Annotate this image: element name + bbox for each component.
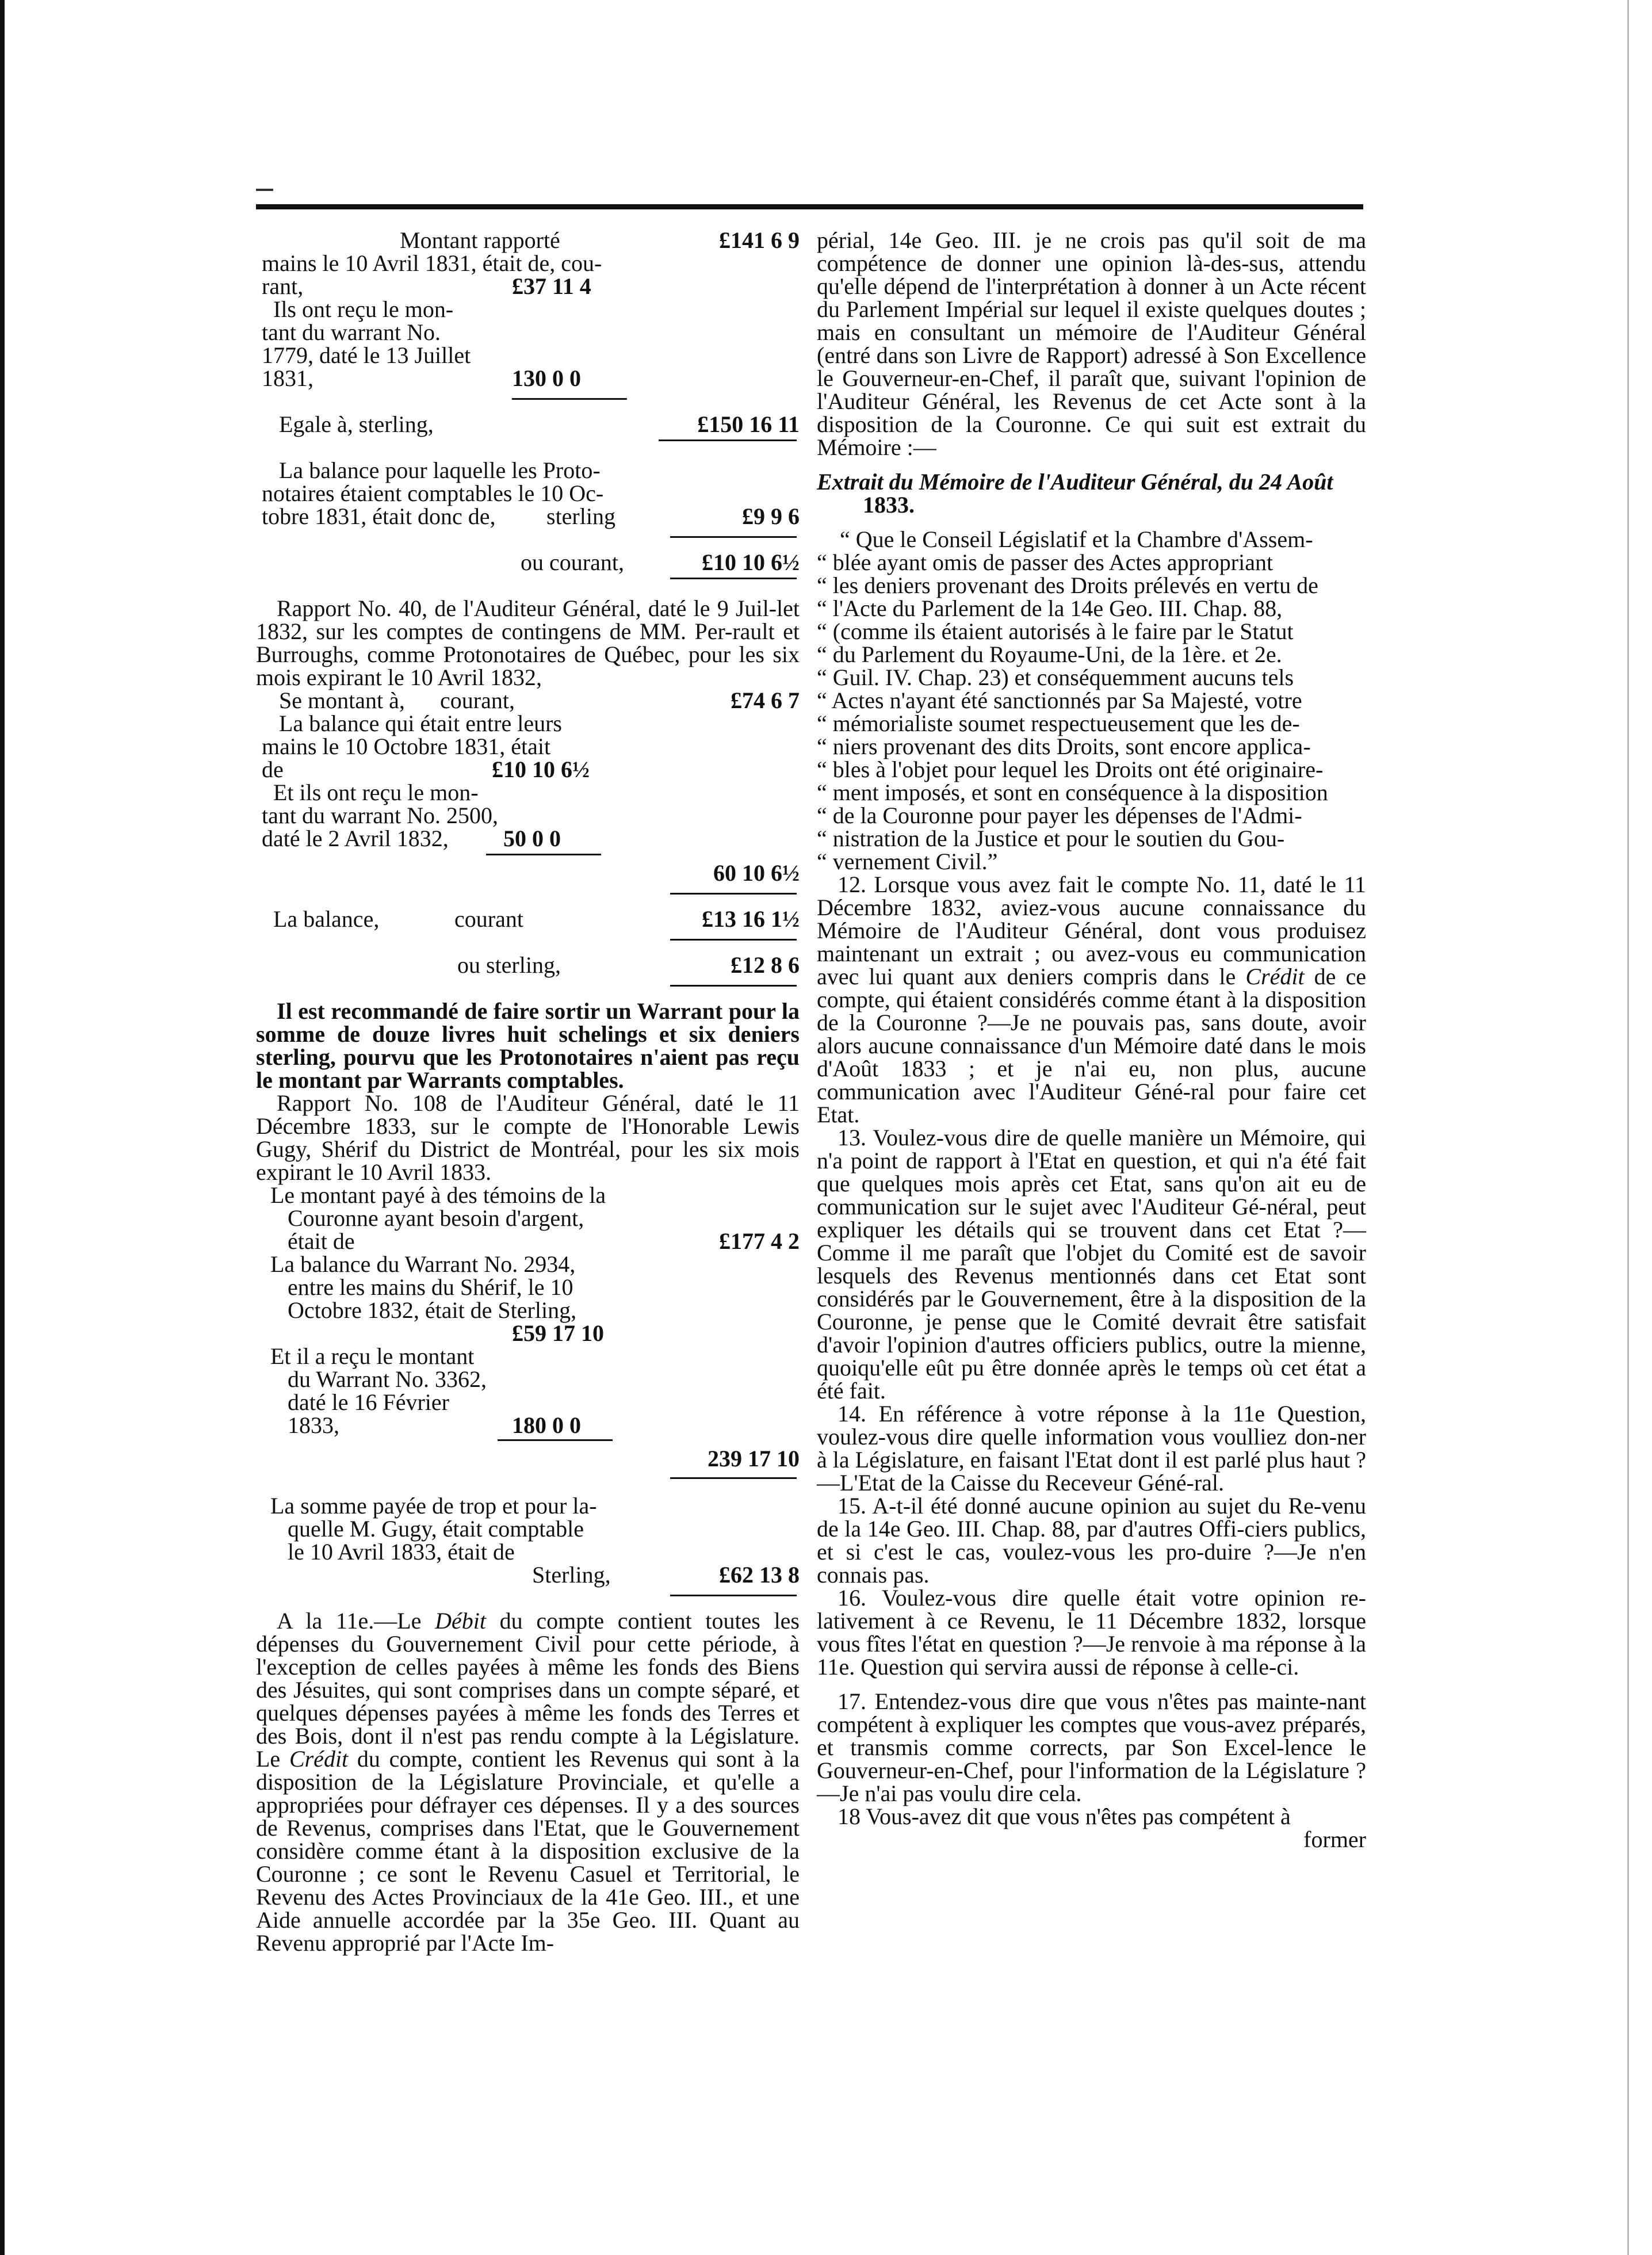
quote-line: “ du Parlement du Royaume-Uni, de la 1ère. et 2e. <box>817 641 1282 667</box>
ledger-label: daté le 2 Avril 1832, <box>262 825 449 851</box>
answer-paragraph <box>256 1610 800 1955</box>
ledger-label: Et il a reçu le montant <box>270 1343 475 1369</box>
header-rule <box>256 204 1363 209</box>
answer-italic: Débit <box>435 1608 486 1634</box>
ledger-line <box>256 1518 800 1541</box>
ledger-label: tant du warrant No. 2500, <box>262 802 499 828</box>
ledger-label: ou courant, <box>521 549 624 575</box>
recommendation-paragraph: Il est recommandé de faire sortir un Warrant pour la somme de douze livres huit schelings et six deniers sterling, pourvu que les Protonotaires n'aient pas reçu le montant par Warrants comptables. <box>256 998 800 1093</box>
ledger-label: entre les mains du Shérif, le 10 <box>288 1274 573 1300</box>
ledger-amount: £62 13 8 <box>719 1562 800 1588</box>
answer-text: du compte contient toutes les dépenses du Gouvernement Civil pour cette période, à l'exception de celles payées à même les fonds des Biens des Jésuites, qui sont comprises dans un compte séparé, et quelques dépenses payées à même les fonds des Terres et des Bois, dont il n'est pas rendu compte à la Législature. Le <box>256 1608 800 1772</box>
quote-line: “ nistration de la Justice et pour le soutien du Gou- <box>817 825 1285 851</box>
question-15: 15. A-t-il été donné aucune opinion au sujet du Re-venu de la 14e Geo. III. Chap. 88, par d'autres Offi-ciers publics, et si c'est le cas, voulez-vous les pro-duire ?—Je n'en connais pas. <box>817 1493 1366 1588</box>
ledger-line <box>256 298 800 321</box>
ledger-label: rant, <box>262 273 304 299</box>
ledger-label: Sterling, <box>532 1562 611 1588</box>
ledger-line <box>256 689 800 712</box>
ledger-line <box>256 735 800 758</box>
subtotal-rule <box>498 1439 613 1441</box>
ledger-line <box>256 1299 800 1322</box>
ledger-label: Montant rapporté <box>400 227 560 253</box>
total-rule <box>670 578 797 579</box>
scan-left-edge <box>0 0 5 2255</box>
quote-line: “ mémorialiste soumet respectueusement que les de- <box>817 710 1300 736</box>
total-rule <box>670 893 797 895</box>
ledger-label: tobre 1831, était donc de, <box>262 503 496 529</box>
ledger-line <box>256 1276 800 1299</box>
ledger-line <box>256 275 800 298</box>
quote-line: “ l'Acte du Parlement de la 14e Geo. III. Chap. 88, <box>817 595 1283 621</box>
question-text: 12. Lorsque vous avez fait le compte No. 11, daté le 11 Décembre 1832, aviez-vous aucune connaissance du Mémoire de l'Auditeur Général, dont vous produisez maintenant un extrait ; ou avez-vous eu communication avec lui quant aux deniers compris dans le <box>817 872 1366 989</box>
ledger-label: le 10 Avril 1833, était de <box>288 1539 515 1565</box>
ledger-line <box>256 804 800 827</box>
ledger-line <box>256 229 800 252</box>
ledger-line <box>256 1184 800 1207</box>
ledger-label: courant, <box>440 687 515 713</box>
ledger-label: La balance qui était entre leurs <box>279 710 562 736</box>
ledger-amount: 239 17 10 <box>708 1446 800 1472</box>
ledger-amount: £10 10 6½ <box>492 756 590 782</box>
quote-line: “ bles à l'objet pour lequel les Droits ont été originaire- <box>817 756 1324 782</box>
ledger-label: ou sterling, <box>457 952 561 978</box>
question-17: 17. Entendez-vous dire que vous n'êtes pas mainte-nant compétent à expliquer les comptes que vous-avez préparés, et transmis comme corrects, par Son Excel-lence le Gouverneur-en-Chef, pour l'information de la Législature ?—Je n'ai pas voulu dire cela. <box>817 1688 1366 1806</box>
subtotal-rule-row <box>256 390 800 413</box>
ledger-label: 1831, <box>262 365 313 391</box>
total-rule <box>670 1477 797 1479</box>
ledger-label: notaires étaient comptables le 10 Oc- <box>262 480 604 506</box>
ledger-line <box>256 908 800 931</box>
extract-heading: Extrait du Mémoire de l'Auditeur Général, du 24 Août <box>817 469 1333 495</box>
right-column <box>817 229 1366 1851</box>
ledger-amount: £59 17 10 <box>512 1320 604 1346</box>
question-18: 18 Vous-avez dit que vous n'êtes pas compétent à <box>838 1803 1291 1829</box>
total-rule <box>670 536 797 538</box>
ledger-line <box>256 781 800 804</box>
report-paragraph: Rapport No. 108 de l'Auditeur Général, daté le 11 Décembre 1833, sur le compte de l'Honorable Lewis Gugy, Shérif du District de Montréal, pour les six mois expirant le 10 Avril 1833. <box>256 1090 800 1185</box>
continued-paragraph: périal, 14e Geo. III. je ne crois pas qu'il soit de ma compétence de donner une opinion là-des-sus, attendu qu'elle dépend de l'interprétation à donner à un Acte récent du Parlement Impérial sur lequel il existe quelques doutes ; mais en consultant un mémoire de l'Auditeur Général (entré dans son Livre de Rapport) adressé à Son Excellence le Gouverneur-en-Chef, il paraît que, suivant l'opinion de l'Auditeur Général, les Revenus de cet Acte sont à la disposition de la Couronne. Ce qui suit est extrait du Mémoire :— <box>817 227 1366 460</box>
ledger-label: Le montant payé à des témoins de la <box>270 1182 606 1208</box>
ledger-label: était de <box>288 1228 355 1254</box>
total-rule-row <box>256 528 800 551</box>
quote-line: “ Actes n'ayant été sanctionnés par Sa Majesté, votre <box>817 687 1302 713</box>
ledger-label: Ils ont reçu le mon- <box>273 296 454 322</box>
total-rule-row <box>256 1460 800 1483</box>
quote-line: “ ment imposés, et sont en conséquence à la disposition <box>817 779 1328 805</box>
quote-line: “ blée ayant omis de passer des Actes appropriant <box>817 549 1274 575</box>
ledger-amount: £150 16 11 <box>697 411 800 437</box>
ledger-amount: £9 9 6 <box>742 503 800 529</box>
ledger-line <box>256 1322 800 1345</box>
quote-line: “ de la Couronne pour payer les dépenses de l'Admi- <box>817 802 1302 828</box>
total-rule-row <box>256 873 800 896</box>
catchword: former <box>1303 1826 1366 1852</box>
ledger-line <box>256 551 800 574</box>
total-rule <box>659 439 797 441</box>
ledger-label: daté le 16 Février <box>288 1389 449 1415</box>
ledger-amount: 50 0 0 <box>503 825 561 851</box>
subtotal-rule <box>486 854 601 855</box>
ledger-amount: 130 0 0 <box>512 365 581 391</box>
question-13: 13. Voulez-vous dire de quelle manière un Mémoire, qui n'a point de rapport à l'Etat en question, et qui n'a été fait que quelques mois après cet Etat, sans qu'on ait eu de communication sur le sujet avec l'Auditeur Gé-néral, peut expliquer les détails qui se trouvent dans cet Etat ?—Comme il me paraît que l'objet du Comité est de savoir lesquels des Revenus mentionnés dans cet Etat sont considérés par le Gouvernement, être à la disposition de la Couronne, je pense que le Comité devrait être satisfait d'avoir l'opinion d'autres officiers publics, outre la mienne, quoiqu'elle eût pu être donnée après le temps où cet état a été fait. <box>817 1125 1366 1404</box>
ledger-line <box>256 1391 800 1414</box>
answer-italic: Crédit <box>289 1746 349 1772</box>
ledger-label: La balance pour laquelle les Proto- <box>279 457 601 483</box>
total-rule-row <box>256 436 800 459</box>
ledger-line <box>256 1437 800 1472</box>
ledger-label: Octobre 1832, était de Sterling, <box>288 1297 577 1323</box>
total-rule-row <box>256 977 800 1000</box>
question-text: de ce compte, qui étaient considérés comme étant à la disposition de la Couronne ?—Je ne pouvais pas, sans doute, avoir alors aucune connaissance d'un Mémoire daté dans le mois d'Août 1833 ; et je n'ai eu, non plus, aucune communication avec l'Auditeur Géné-ral pour faire cet Etat. <box>817 964 1367 1128</box>
total-rule-row <box>256 1587 800 1610</box>
ledger-label: Et ils ont reçu le mon- <box>273 779 479 805</box>
question-12 <box>817 873 1366 1126</box>
ledger-label: Se montant à, <box>279 687 405 713</box>
ledger-amount: £177 4 2 <box>719 1228 800 1254</box>
total-rule <box>670 1595 797 1596</box>
ledger-label: du Warrant No. 3362, <box>288 1366 487 1392</box>
ledger-label: mains le 10 Avril 1831, était de, cou- <box>262 250 602 276</box>
ledger-line <box>256 505 800 528</box>
ledger-label: Couronne ayant besoin d'argent, <box>288 1205 584 1231</box>
ledger-label: mains le 10 Octobre 1831, était <box>262 733 551 759</box>
ledger-line <box>256 1541 800 1564</box>
left-column <box>256 229 800 1955</box>
ledger-amount: £10 10 6½ <box>702 549 800 575</box>
ledger-line <box>256 1230 800 1253</box>
ledger-line <box>256 367 800 390</box>
question-14: 14. En référence à votre réponse à la 11e Question, voulez-vous dire quelle information vous voulliez don-ner à la Législature, en faisant l'Etat dont il est parlé plus haut ?—L'Etat de la Caisse du Receveur Géné-ral. <box>817 1401 1366 1496</box>
ledger-amount: £37 11 4 <box>512 273 591 299</box>
total-rule <box>670 939 797 941</box>
total-rule <box>670 985 797 987</box>
ledger-line <box>256 850 800 886</box>
ledger-label: Egale à, sterling, <box>279 411 434 437</box>
ledger-label: 1833, <box>288 1412 339 1438</box>
answer-text: du compte, contient les Revenus qui sont à la disposition de la Législature Provinciale, et qu'elle a appropriées pour défrayer ces dépenses. Il y a des sources de Revenus, comprises dans l'Etat, que le Gouvernement considère comme étant à la disposition exclusive de la Couronne ; ce sont le Revenu Casuel et Territorial, le Revenu des Actes Provinciaux de la 41e Geo. III., et une Aide annuelle accordée par la 35e Geo. III. Quant au Revenu approprié par l'Acte Im- <box>256 1746 800 1956</box>
ledger-label: La balance du Warrant No. 2934, <box>270 1251 576 1277</box>
ledger-line <box>256 344 800 367</box>
ledger-line <box>256 827 800 850</box>
question-16: 16. Voulez-vous dire quelle était votre opinion re-lativement à ce Revenu, le 11 Décembre 1832, lorsque vous fîtes l'état en question ?—Je renvoie à ma réponse à la 11e. Question qui servira aussi de réponse à celle-ci. <box>817 1585 1366 1680</box>
ledger-label: sterling <box>546 503 615 529</box>
ledger-line <box>256 321 800 344</box>
total-rule-row <box>256 931 800 954</box>
ledger-line <box>256 1564 800 1587</box>
ledger-amount: 60 10 6½ <box>713 860 800 886</box>
answer-text: A la 11e.—Le <box>277 1608 435 1634</box>
ledger-label: La somme payée de trop et pour la- <box>270 1493 597 1519</box>
ledger-line <box>256 252 800 275</box>
ledger-label: quelle M. Gugy, était comptable <box>288 1516 584 1542</box>
ledger-line <box>256 482 800 505</box>
ledger-line <box>256 954 800 977</box>
ledger-line <box>256 1495 800 1518</box>
page-tick-mark <box>256 189 273 191</box>
ledger-amount: £74 6 7 <box>731 687 800 713</box>
total-rule-row <box>256 574 800 597</box>
ledger-line <box>256 1414 800 1437</box>
ledger-line <box>256 712 800 735</box>
subtotal-rule <box>512 398 627 400</box>
ledger-line <box>256 459 800 482</box>
quote-line: “ Guil. IV. Chap. 23) et conséquemment aucuns tels <box>817 664 1294 690</box>
ledger-line <box>256 1368 800 1391</box>
ledger-amount: £141 6 9 <box>719 227 800 253</box>
ledger-label: courant <box>454 906 523 932</box>
ledger-label: tant du warrant No. <box>262 319 441 345</box>
ledger-line <box>256 758 800 781</box>
ledger-line <box>256 1207 800 1230</box>
report-paragraph: Rapport No. 40, de l'Auditeur Général, daté le 9 Juil-let 1832, sur les comptes de contingens de MM. Per-rault et Burroughs, comme Protonotaires de Québec, pour les six mois expirant le 10 Avril 1832, <box>256 595 800 690</box>
quote-line: “ vernement Civil.” <box>817 849 998 874</box>
ledger-line <box>256 413 800 436</box>
memoire-quote <box>817 528 1366 873</box>
extract-heading-year: 1833. <box>863 492 915 518</box>
ledger-amount: £13 16 1½ <box>702 906 800 932</box>
ledger-label: 1779, daté le 13 Juillet <box>262 342 471 368</box>
quote-line: “ les deniers provenant des Droits prélevés en vertu de <box>817 572 1318 598</box>
scan-right-edge <box>1627 0 1652 2255</box>
quote-line: “ Que le Conseil Législatif et la Chambre d'Assem- <box>840 526 1313 552</box>
quote-line: “ (comme ils étaient autorisés à le faire par le Statut <box>817 618 1294 644</box>
ledger-label: de <box>262 756 284 782</box>
question-italic: Crédit <box>1245 964 1305 989</box>
ledger-line <box>256 1253 800 1276</box>
ledger-amount: £12 8 6 <box>731 952 800 978</box>
ledger-label: La balance, <box>273 906 380 932</box>
ledger-line <box>256 1345 800 1368</box>
ledger-amount: 180 0 0 <box>512 1412 581 1438</box>
quote-line: “ niers provenant des dits Droits, sont encore applica- <box>817 733 1311 759</box>
